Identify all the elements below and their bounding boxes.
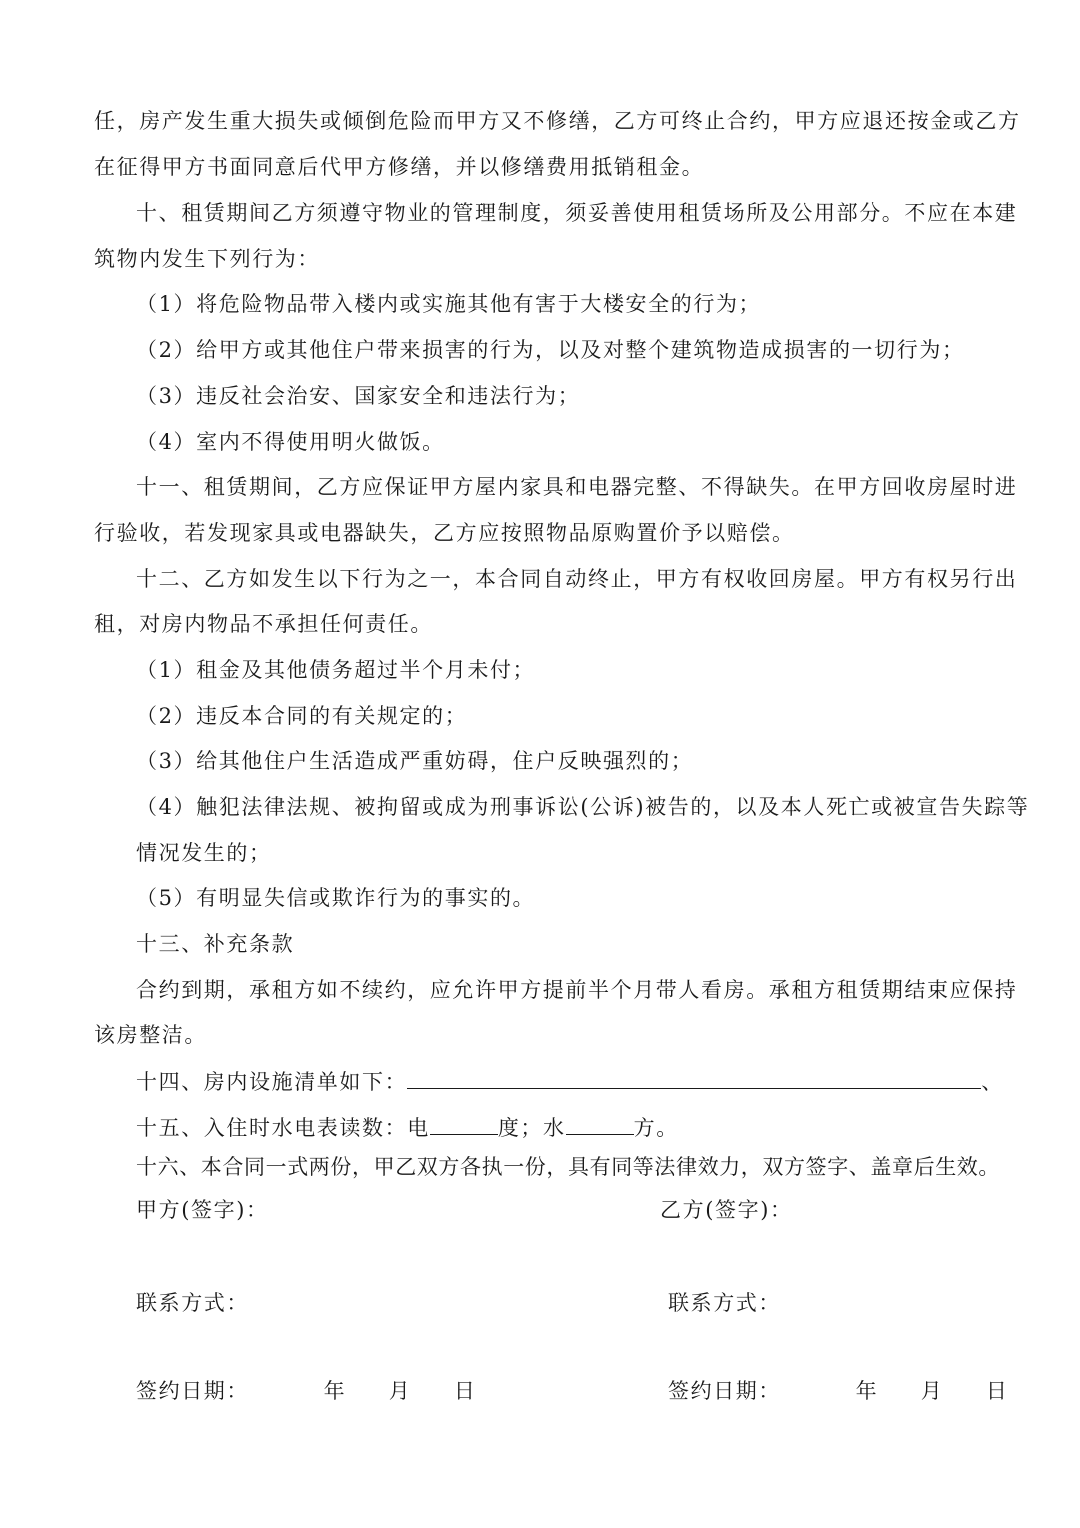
paragraph-line: 筑物内发生下列行为： — [94, 247, 320, 271]
paragraph-line: 租，对房内物品不承担任何责任。 — [94, 612, 433, 636]
clause-15-label: 十五、入住时水电表读数：电 — [136, 1116, 430, 1140]
clause-10-heading: 十、租赁期间乙方须遵守物业的管理制度，须妥善使用租赁场所及公用部分。不应在本建 — [136, 201, 1018, 225]
paragraph-line: 任，房产发生重大损失或倾倒危险而甲方又不修缮，乙方可终止合约，甲方应退还按金或乙方 — [94, 109, 1021, 133]
day-label: 日 — [453, 1379, 477, 1403]
clause-12-item: （2）违反本合同的有关规定的； — [136, 704, 468, 728]
clause-14-label: 十四、房内设施清单如下： — [136, 1070, 408, 1094]
clause-12-item: （1）租金及其他债务超过半个月未付； — [136, 658, 536, 682]
paragraph-line: 行验收，若发现家具或电器缺失，乙方应按照物品原购置价予以赔偿。 — [94, 521, 795, 545]
facilities-blank[interactable] — [407, 1066, 981, 1089]
clause-12-item: 情况发生的； — [136, 841, 272, 865]
party-b-signature-label: 乙方(签字)： — [660, 1198, 793, 1222]
party-a-signature-label: 甲方(签字)： — [136, 1198, 269, 1222]
electricity-reading-blank[interactable] — [430, 1112, 498, 1135]
party-b-contact-label: 联系方式： — [668, 1291, 781, 1315]
clause-16-line: 十六、本合同一式两份，甲乙双方各执一份，具有同等法律效力，双方签字、盖章后生效。 — [136, 1155, 1000, 1179]
clause-11-heading: 十一、租赁期间，乙方应保证甲方屋内家具和电器完整、不得缺失。在甲方回收房屋时进 — [136, 475, 1018, 499]
month-label: 月 — [920, 1379, 944, 1403]
party-a-contact-label: 联系方式： — [136, 1291, 249, 1315]
clause-14-line — [136, 1066, 1004, 1097]
clause-12-item: （4）触犯法律法规、被拘留或成为刑事诉讼(公诉)被告的，以及本人死亡或被宣告失踪等 — [136, 795, 1030, 819]
clause-15-line — [136, 1112, 679, 1143]
clause-15-unit-2: 方。 — [633, 1116, 679, 1140]
clause-12-heading: 十二、乙方如发生以下行为之一，本合同自动终止，甲方有权收回房屋。甲方有权另行出 — [136, 567, 1018, 591]
year-label: 年 — [323, 1379, 347, 1403]
clause-10-item: （3）违反社会治安、国家安全和违法行为； — [136, 384, 581, 408]
party-b-date-line — [668, 1376, 1009, 1406]
clause-12-item: （5）有明显失信或欺诈行为的事实的。 — [136, 886, 536, 910]
paragraph-line: 在征得甲方书面同意后代甲方修缮，并以修缮费用抵销租金。 — [94, 155, 705, 179]
clause-14-end: 、 — [981, 1070, 1004, 1094]
clause-15-unit-1: 度；水 — [497, 1116, 566, 1140]
day-label: 日 — [985, 1379, 1009, 1403]
clause-10-item: （4）室内不得使用明火做饭。 — [136, 430, 445, 454]
clause-10-item: （2）给甲方或其他住户带来损害的行为，以及对整个建筑物造成损害的一切行为； — [136, 338, 965, 362]
paragraph-line: 该房整洁。 — [94, 1023, 207, 1047]
water-reading-blank[interactable] — [566, 1112, 634, 1135]
party-a-date-label: 签约日期： — [136, 1379, 249, 1403]
party-a-date-line — [136, 1376, 477, 1406]
month-label: 月 — [388, 1379, 412, 1403]
party-b-date-label: 签约日期： — [668, 1379, 781, 1403]
clause-10-item: （1）将危险物品带入楼内或实施其他有害于大楼安全的行为； — [136, 292, 762, 316]
paragraph-line: 合约到期，承租方如不续约，应允许甲方提前半个月带人看房。承租方租赁期结束应保持 — [136, 978, 1018, 1002]
clause-12-item: （3）给其他住户生活造成严重妨碍，住户反映强烈的； — [136, 749, 694, 773]
year-label: 年 — [855, 1379, 879, 1403]
clause-13-heading: 十三、补充条款 — [136, 932, 295, 956]
